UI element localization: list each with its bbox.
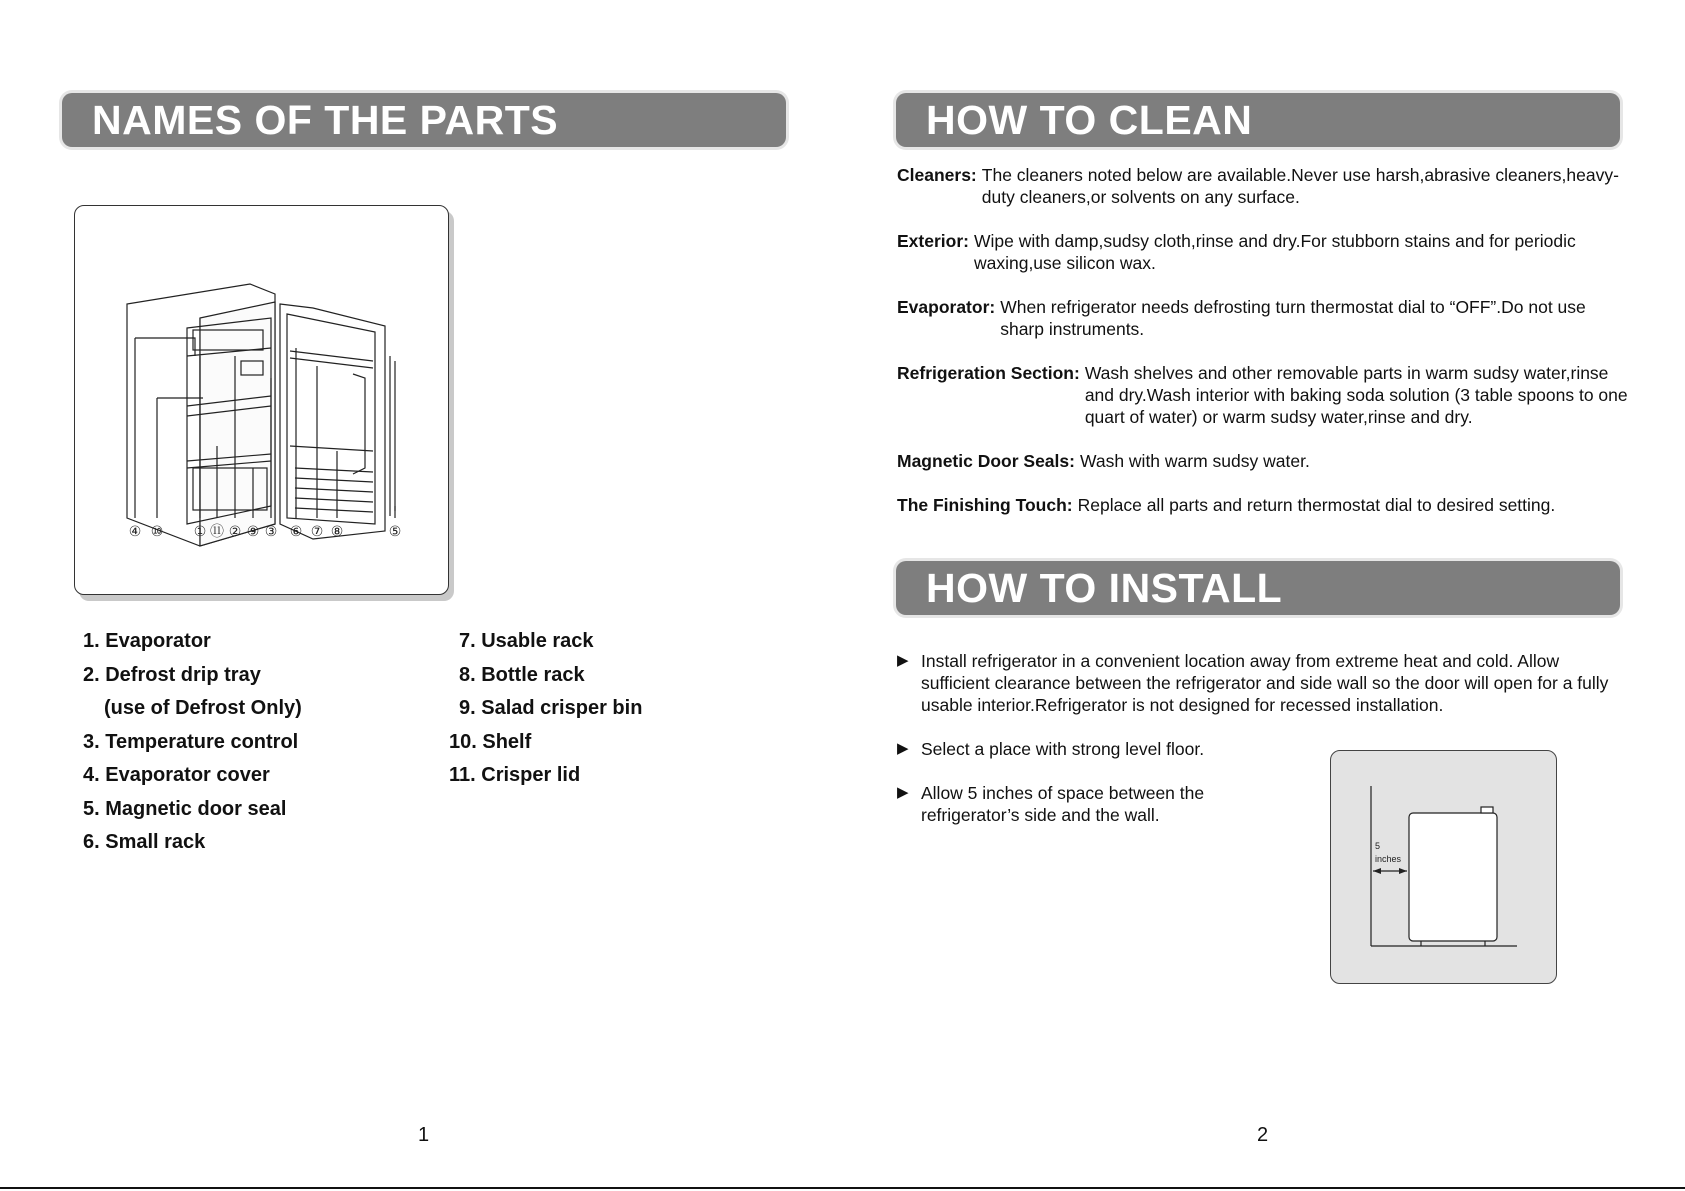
parts-list-col2 [449,625,642,793]
page-number-left: 1 [418,1124,430,1146]
clean-label: The Finishing Touch: [897,495,1073,515]
part-item: 3. Temperature control [83,730,299,753]
callout-5: ⑤ [388,524,402,540]
parts-list-col1 [83,625,302,860]
callout-8: ⑧ [330,524,344,540]
bullet-triangle-icon: ▶ [897,652,909,669]
clean-text: Wash shelves and other removable parts in warm sudsy water,rinse and dry.Wash interior with baking soda solution (3 table spoons to one quart of water) or warm sudsy water,rinse and dry. [1084,363,1628,427]
part-item: 1. Evaporator [83,630,211,652]
part-item: 11. Crisper lid [449,764,581,786]
clean-evaporator [897,296,1597,340]
clean-refrigeration [897,362,1637,428]
part-item: 5. Magnetic door seal [83,797,287,820]
clean-text: Wash with warm sudsy water. [1079,451,1310,471]
clean-text: Wipe with damp,sudsy cloth,rinse and dry.For stubborn stains and for periodic waxing,use silicon wax. [973,231,1576,273]
clean-cleaners [897,164,1627,208]
install-banner [896,561,1620,615]
callout-6: ⑥ [289,524,303,540]
clean-text: Replace all parts and return thermostat dial to desired setting. [1077,495,1556,515]
clean-door-seals [897,450,1637,472]
bullet-triangle-icon: ▶ [897,784,909,801]
part-item: 10. Shelf [449,730,532,753]
part-item-note: (use of Defrost Only) [104,697,302,719]
clearance-diagram [1330,750,1557,984]
clearance-unit: inches [1375,854,1402,864]
part-item: 2. Defrost drip tray [83,663,261,686]
install-item: ▶ Allow 5 inches of space between the refrigerator’s side and the wall. [897,783,1205,825]
callout-2: ② [228,524,242,540]
callout-4: ④ [128,524,142,540]
callout-7: ⑦ [310,524,324,540]
bullet-triangle-icon: ▶ [897,740,909,757]
callout-3: ③ [264,524,278,540]
clean-finishing [897,494,1637,516]
clearance-value: 5 [1375,841,1381,851]
clean-title: HOW TO CLEAN [926,97,1253,143]
parts-banner [62,93,786,147]
clearance-illustration [1331,751,1556,983]
clean-label: Cleaners: [897,165,977,185]
callout-10: ⑩ [150,524,164,540]
clean-text: When refrigerator needs defrosting turn thermostat dial to “OFF”.Do not use sharp instruments. [1000,297,1586,339]
install-item: ▶ Install refrigerator in a convenient location away from extreme heat and cold. Allow sufficient clearance between the refrigerator and side wall so the door will open for a fully usable interior.Refrigerator is not designed for recessed installation. [897,651,1609,715]
install-list-2 [897,738,1237,848]
clean-text: The cleaners noted below are available.Never use harsh,abrasive cleaners,heavy-duty cleaners,or solvents on any surface. [981,165,1619,207]
install-item: ▶ Select a place with strong level floor. [897,739,1205,759]
clean-label: Refrigeration Section: [897,363,1080,383]
clean-exterior [897,230,1597,274]
part-item: 9. Salad crisper bin [459,697,643,719]
page-number-right: 2 [1257,1124,1269,1146]
clean-label: Exterior: [897,231,969,251]
clean-label: Evaporator: [897,297,996,317]
clean-label: Magnetic Door Seals: [897,451,1075,471]
part-item: 6. Small rack [83,831,206,853]
part-item: 7. Usable rack [459,630,594,652]
refrigerator-diagram [74,205,449,595]
part-item: 4. Evaporator cover [83,764,270,786]
callout-9: ⑨ [246,524,260,540]
callout-1: ① [193,524,207,540]
page-bottom-rule [0,1187,1685,1189]
refrigerator-illustration [75,206,448,594]
callout-11: ⑪ [210,524,224,540]
parts-title: NAMES OF THE PARTS [92,97,559,143]
part-item: 8. Bottle rack [459,663,585,686]
install-title: HOW TO INSTALL [926,565,1283,611]
clean-banner [896,93,1620,147]
install-list [897,650,1627,738]
